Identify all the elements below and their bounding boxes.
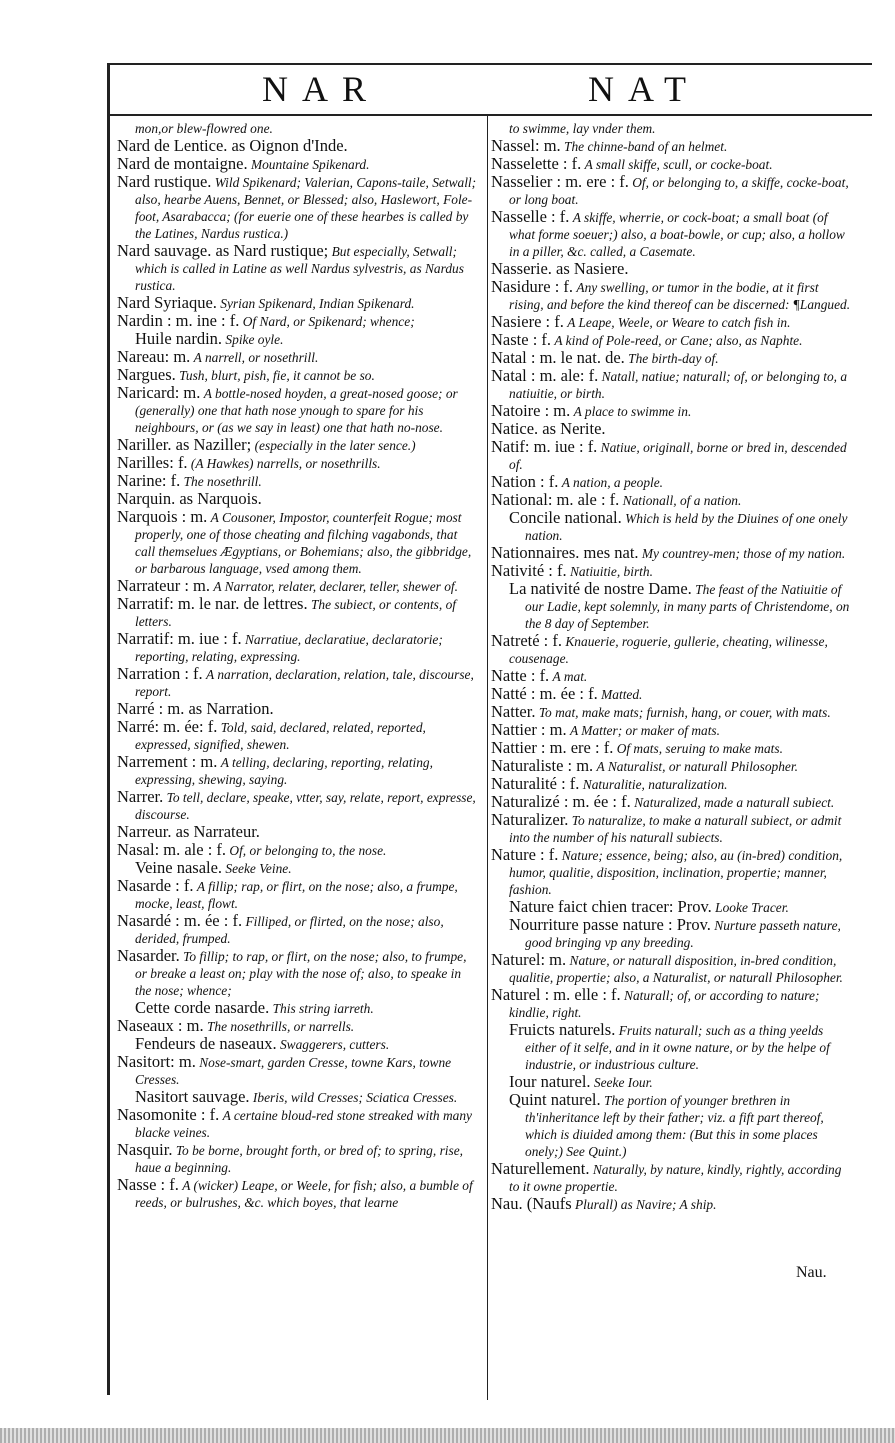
entry-headword: Nasitort sauvage.	[135, 1087, 250, 1106]
entry-headword: Nard rustique.	[117, 172, 212, 191]
right-column	[491, 120, 853, 1213]
dictionary-entry	[117, 120, 479, 137]
dictionary-entry	[117, 155, 479, 173]
dictionary-entry	[491, 739, 853, 757]
entry-definition: Of mats, seruing to make mats.	[616, 741, 783, 756]
entry-headword: Narrer.	[117, 787, 164, 806]
entry-headword: National: m. ale : f.	[491, 490, 620, 509]
entry-headword: Nasquir.	[117, 1140, 173, 1159]
entry-headword: Naturalizer.	[491, 810, 569, 829]
entry-headword: Nard de montaigne.	[117, 154, 248, 173]
entry-definition: Nationall, of a nation.	[622, 493, 742, 508]
entry-headword: Nasselier : m. ere : f.	[491, 172, 629, 191]
dictionary-entry	[491, 685, 853, 703]
entry-definition: Of Nard, or Spikenard; whence;	[242, 314, 415, 329]
entry-definition: A (wicker) Leape, or Weele, for fish; also, a bumble of reeds, or bulrushes, &c. which boyes, that learne	[135, 1178, 473, 1210]
entry-headword: Naturaliste : m.	[491, 756, 594, 775]
entry-definition: Knauerie, roguerie, gullerie, cheating, wilinesse, cousenage.	[509, 634, 828, 666]
entry-definition: Seeke Iour.	[593, 1075, 653, 1090]
entry-definition: A Leape, Weele, or Weare to catch fish in.	[567, 315, 791, 330]
entry-headword: Nariller. as Naziller;	[117, 435, 252, 454]
entry-definition: Nurture passeth nature, good bringing vp any breeding.	[525, 918, 841, 950]
dictionary-entry	[117, 630, 479, 665]
entry-headword: Nasselette : f.	[491, 154, 582, 173]
dictionary-entry	[117, 348, 479, 366]
dictionary-entry	[117, 366, 479, 384]
dictionary-entry	[491, 173, 853, 208]
entry-headword: Naturalizé : m. ée : f.	[491, 792, 631, 811]
entry-definition: Natiue, originall, borne or bred in, descended of.	[509, 440, 847, 472]
entry-definition: Naturalitie, naturalization.	[582, 777, 728, 792]
entry-definition: to swimme, lay vnder them.	[509, 121, 656, 136]
entry-headword: Narration : f.	[117, 664, 203, 683]
entry-headword: Naste : f.	[491, 330, 552, 349]
entry-headword: Nasse : f.	[117, 1175, 179, 1194]
entry-headword: Nationnaires. mes nat.	[491, 543, 639, 562]
entry-headword: Nasiere : f.	[491, 312, 564, 331]
dictionary-entry	[491, 278, 853, 313]
dictionary-entry	[117, 1141, 479, 1176]
entry-definition: A nation, a people.	[561, 475, 664, 490]
dictionary-entry	[491, 1091, 853, 1160]
dictionary-entry	[491, 208, 853, 260]
entry-definition: (A Hawkes) narrells, or nosethrills.	[190, 456, 381, 471]
dictionary-entry	[491, 898, 853, 916]
entry-headword: Nasidure : f.	[491, 277, 574, 296]
entry-headword: Narine: f.	[117, 471, 181, 490]
dictionary-entry	[491, 986, 853, 1021]
dictionary-entry	[491, 544, 853, 562]
entry-headword: Nasal: m. ale : f.	[117, 840, 227, 859]
dictionary-entry	[491, 509, 853, 544]
entry-definition: Syrian Spikenard, Indian Spikenard.	[220, 296, 415, 311]
entry-headword: Nature : f.	[491, 845, 559, 864]
dictionary-entry	[491, 1073, 853, 1091]
entry-headword: Veine nasale.	[135, 858, 223, 877]
dictionary-entry	[491, 562, 853, 580]
dictionary-entry	[491, 491, 853, 509]
entry-headword: Nature faict chien tracer: Prov.	[509, 897, 712, 916]
dictionary-entry	[117, 700, 479, 718]
header-rule	[107, 114, 872, 116]
entry-headword: Nasarder.	[117, 946, 180, 965]
entry-definition: A kind of Pole-reed, or Cane; also, as Naphte.	[554, 333, 803, 348]
entry-headword: Naturel : m. elle : f.	[491, 985, 621, 1004]
entry-definition: Fruits naturall; such as a thing yeelds either of it selfe, and in it owne nature, or by the helpe of industrie, or industrious culture.	[525, 1023, 830, 1072]
entry-headword: Huile nardin.	[135, 329, 223, 348]
entry-headword: Nareau: m.	[117, 347, 191, 366]
dictionary-entry	[117, 472, 479, 490]
dictionary-entry	[491, 775, 853, 793]
dictionary-entry	[117, 1106, 479, 1141]
dictionary-entry	[491, 1195, 853, 1213]
entry-headword: Nattier : m. ere : f.	[491, 738, 614, 757]
entry-definition: Wild Spikenard; Valerian, Capons-taile, Setwall; also, hearbe Auens, Bennet, or Blessed; also, Haslewort, Fole-foot, Asarabacca; (for euerie one of these hearbes is called by the Latines, Nardus rustica.)	[135, 175, 477, 241]
entry-definition: But especially, Setwall; which is called in Latine as well Nardus sylvestris, as Nardus rustica.	[135, 244, 464, 293]
dictionary-entry	[117, 859, 479, 877]
entry-definition: Iberis, wild Cresses; Sciatica Cresses.	[252, 1090, 458, 1105]
dictionary-entry	[491, 703, 853, 721]
entry-headword: Nourriture passe nature : Prov.	[509, 915, 711, 934]
entry-headword: La nativité de nostre Dame.	[509, 579, 692, 598]
dictionary-entry	[117, 947, 479, 999]
dictionary-entry	[117, 294, 479, 312]
entry-definition: A certaine bloud-red stone streaked with many blacke veines.	[135, 1108, 472, 1140]
dictionary-entry	[117, 577, 479, 595]
dictionary-entry	[117, 912, 479, 947]
dictionary-entry	[117, 823, 479, 841]
entry-headword: Natoire : m.	[491, 401, 571, 420]
scan-edge	[0, 1428, 895, 1443]
entry-definition: Nature; essence, being; also, au (in-bred) condition, humor, qualitie, disposition, inclination, propertie; manner, fashion.	[509, 848, 843, 897]
entry-definition: Naturalized, made a naturall subiect.	[634, 795, 835, 810]
entry-headword: Quint naturel.	[509, 1090, 601, 1109]
entry-definition: Of, or belonging to, a skiffe, cocke-boat, or long boat.	[509, 175, 849, 207]
entry-headword: Natte : f.	[491, 666, 550, 685]
entry-headword: Narilles: f.	[117, 453, 188, 472]
dictionary-entry	[117, 1017, 479, 1035]
entry-definition: The birth-day of.	[628, 351, 719, 366]
dictionary-entry	[117, 1088, 479, 1106]
entry-definition: Natiuitie, birth.	[569, 564, 653, 579]
entry-headword: Concile national.	[509, 508, 622, 527]
entry-headword: Naturel: m.	[491, 950, 567, 969]
entry-definition: Naturall; of, or according to nature; kindlie, right.	[509, 988, 820, 1020]
entry-headword: Iour naturel.	[509, 1072, 591, 1091]
dictionary-entry	[491, 137, 853, 155]
entry-headword: Nargues.	[117, 365, 176, 384]
entry-definition: A Cousoner, Impostor, counterfeit Rogue; most properly, one of those cheating and filching vagabonds, that call themselues Ægyptians, or Bohemians; also, the gibbridge, or barbarous language, vsed among them.	[135, 510, 472, 576]
entry-headword: Nasardé : m. ée : f.	[117, 911, 243, 930]
entry-headword: Natal : m. le nat. de.	[491, 348, 625, 367]
entry-headword: Narrement : m.	[117, 752, 218, 771]
dictionary-entry	[491, 916, 853, 951]
dictionary-entry	[117, 436, 479, 454]
entry-definition: This string iarreth.	[272, 1001, 374, 1016]
entry-headword: Naseaux : m.	[117, 1016, 204, 1035]
entry-definition: Matted.	[601, 687, 643, 702]
entry-definition: To be borne, brought forth, or bred of; to spring, rise, haue a beginning.	[135, 1143, 463, 1175]
entry-headword: Natté : m. ée : f.	[491, 684, 598, 703]
left-column	[117, 120, 479, 1211]
entry-headword: Nasomonite : f.	[117, 1105, 220, 1124]
entry-definition: A narration, declaration, relation, tale, discourse, report.	[135, 667, 474, 699]
entry-definition: The subiect, or contents, of letters.	[135, 597, 457, 629]
dictionary-entry	[117, 137, 479, 155]
dictionary-entry	[491, 793, 853, 811]
dictionary-entry	[117, 595, 479, 630]
catchword: Nau.	[796, 1264, 827, 1281]
entry-headword: Natal : m. ale: f.	[491, 366, 599, 385]
dictionary-entry	[117, 718, 479, 753]
dictionary-entry	[491, 438, 853, 473]
entry-headword: Nasselle : f.	[491, 207, 570, 226]
entry-definition: The nosethrill.	[183, 474, 262, 489]
entry-definition: Swaggerers, cutters.	[279, 1037, 390, 1052]
entry-definition: My countrey-men; those of my nation.	[641, 546, 846, 561]
entry-definition: Naturally, by nature, kindly, rightly, according to it owne propertie.	[509, 1162, 842, 1194]
entry-definition: Nature, or naturall disposition, in-bred condition, qualitie, propertie; also, a Naturalist, or naturall Philosopher.	[509, 953, 843, 985]
entry-definition: The chinne-band of an helmet.	[564, 139, 728, 154]
entry-headword: Nativité : f.	[491, 561, 567, 580]
entry-headword: Narquin. as Narquois.	[117, 489, 262, 508]
entry-headword: Naricard: m.	[117, 383, 201, 402]
dictionary-entry	[117, 753, 479, 788]
dictionary-entry	[491, 632, 853, 667]
dictionary-entry	[117, 242, 479, 294]
entry-definition: The portion of younger brethren in th'inheritance left by their father; viz. a fift part thereof, which is diuided among them: (But this in some places onely;) See Quint.)	[525, 1093, 824, 1159]
entry-definition: A skiffe, wherrie, or cock-boat; a small boat (of what forme soeuer;) also, a boat-bowle, or cup; also, a hollow in a piller, &c. called, a Casemate.	[509, 210, 845, 259]
entry-definition: To fillip; to rap, or flirt, on the nose; also, to frumpe, or breake a least on; play with the nose of; also, to speake in the nose; whence;	[135, 949, 467, 998]
entry-headword: Narrateur : m.	[117, 576, 210, 595]
dictionary-entry	[117, 173, 479, 242]
dictionary-entry	[491, 349, 853, 367]
dictionary-entry	[491, 420, 853, 438]
dictionary-entry	[117, 312, 479, 330]
entry-definition: mon,or blew-flowred one.	[135, 121, 273, 136]
dictionary-entry	[117, 1176, 479, 1211]
column-divider	[487, 114, 488, 1400]
entry-headword: Natice. as Nerite.	[491, 419, 606, 438]
dictionary-entry	[491, 120, 853, 137]
entry-definition: Looke Tracer.	[715, 900, 789, 915]
dictionary-entry	[491, 951, 853, 986]
entry-definition: To mat, make mats; furnish, hang, or couer, with mats.	[538, 705, 831, 720]
entry-headword: Natter.	[491, 702, 536, 721]
dictionary-entry	[491, 757, 853, 775]
dictionary-entry	[491, 331, 853, 349]
dictionary-entry	[117, 877, 479, 912]
dictionary-entry	[117, 841, 479, 859]
entry-headword: Narreur. as Narrateur.	[117, 822, 260, 841]
entry-definition: (especially in the later sence.)	[254, 438, 416, 453]
entry-definition: Seeke Veine.	[225, 861, 292, 876]
entry-definition: A place to swimme in.	[573, 404, 692, 419]
dictionary-entry	[491, 811, 853, 846]
entry-headword: Nau. (Naufs	[491, 1194, 572, 1213]
entry-headword: Naturalité : f.	[491, 774, 580, 793]
entry-headword: Naturellement.	[491, 1159, 590, 1178]
dictionary-entry	[491, 155, 853, 173]
entry-definition: Nose-smart, garden Cresse, towne Kars, towne Cresses.	[135, 1055, 452, 1087]
dictionary-entry	[491, 580, 853, 632]
dictionary-entry	[117, 454, 479, 472]
entry-definition: The nosethrills, or narrells.	[206, 1019, 355, 1034]
dictionary-entry	[491, 667, 853, 685]
entry-headword: Nard Syriaque.	[117, 293, 217, 312]
dictionary-entry	[491, 473, 853, 491]
dictionary-entry	[117, 490, 479, 508]
entry-definition: Tush, blurt, pish, fie, it cannot be so.	[179, 368, 375, 383]
entry-definition: Any swelling, or tumor in the bodie, at it first rising, and before the kind thereof can be discerned: ¶Langued.	[509, 280, 851, 312]
dictionary-entry	[491, 260, 853, 278]
entry-headword: Natreté : f.	[491, 631, 563, 650]
entry-headword: Nation : f.	[491, 472, 559, 491]
dictionary-entry	[117, 384, 479, 436]
entry-definition: A mat.	[552, 669, 588, 684]
entry-definition: A Naturalist, or naturall Philosopher.	[596, 759, 798, 774]
entry-definition: Spike oyle.	[225, 332, 284, 347]
entry-headword: Nasitort: m.	[117, 1052, 196, 1071]
dictionary-entry	[491, 1021, 853, 1073]
entry-definition: Narratiue, declaratiue, declaratorie; reporting, relating, expressing.	[135, 632, 443, 664]
dictionary-entry	[117, 330, 479, 348]
entry-definition: A telling, declaring, reporting, relating, expressing, shewing, saying.	[135, 755, 433, 787]
dictionary-entry	[491, 313, 853, 331]
entry-headword: Natif: m. iue : f.	[491, 437, 598, 456]
dictionary-entry	[491, 846, 853, 898]
entry-headword: Narré : m. as Narration.	[117, 699, 274, 718]
entry-headword: Narratif: m. iue : f.	[117, 629, 242, 648]
entry-headword: Narquois : m.	[117, 507, 208, 526]
entry-definition: A Matter; or maker of mats.	[569, 723, 720, 738]
entry-definition: A narrell, or nosethrill.	[193, 350, 319, 365]
entry-definition: A fillip; rap, or flirt, on the nose; also, a frumpe, mocke, least, flowt.	[135, 879, 458, 911]
entry-headword: Nasarde : f.	[117, 876, 194, 895]
entry-definition: Mountaine Spikenard.	[250, 157, 370, 172]
entry-definition: A small skiffe, scull, or cocke-boat.	[584, 157, 773, 172]
entry-headword: Fruicts naturels.	[509, 1020, 616, 1039]
entry-headword: Cette corde nasarde.	[135, 998, 270, 1017]
dictionary-entry	[117, 788, 479, 823]
dictionary-entry	[491, 402, 853, 420]
dictionary-entry	[117, 665, 479, 700]
running-head-right: NAT	[588, 69, 700, 109]
entry-headword: Fendeurs de naseaux.	[135, 1034, 277, 1053]
entry-headword: Nasserie. as Nasiere.	[491, 259, 629, 278]
dictionary-entry	[491, 721, 853, 739]
entry-headword: Nard sauvage. as Nard rustique;	[117, 241, 329, 260]
entry-definition: Plurall) as Navire; A ship.	[575, 1197, 717, 1212]
running-head-left: NAR	[262, 69, 381, 109]
dictionary-entry	[117, 1053, 479, 1088]
entry-headword: Nassel: m.	[491, 136, 561, 155]
entry-definition: Which is held by the Diuines of one onely nation.	[525, 511, 848, 543]
entry-definition: A Narrator, relater, declarer, teller, shewer of.	[213, 579, 458, 594]
entry-definition: Natall, natiue; naturall; of, or belonging to, a natiuitie, or birth.	[509, 369, 848, 401]
entry-headword: Narré: m. ée: f.	[117, 717, 218, 736]
entry-headword: Nard de Lentice. as Oignon d'Inde.	[117, 136, 348, 155]
dictionary-entry	[117, 508, 479, 577]
entry-headword: Nattier : m.	[491, 720, 567, 739]
entry-definition: Told, said, declared, related, reported, expressed, signified, shewen.	[135, 720, 426, 752]
dictionary-entry	[491, 1160, 853, 1195]
entry-definition: Of, or belonging to, the nose.	[229, 843, 387, 858]
entry-headword: Nardin : m. ine : f.	[117, 311, 240, 330]
entry-definition: A bottle-nosed hoyden, a great-nosed goose; or (generally) one that hath nose ynough to spare for his neighbours, or (as we say in least) one that hath no-nose.	[135, 386, 458, 435]
dictionary-entry	[491, 367, 853, 402]
entry-definition: The feast of the Natiuitie of our Ladie, kept solemnly, in many parts of Christendome, on the 8 day of September.	[525, 582, 850, 631]
dictionary-entry	[117, 999, 479, 1017]
entry-definition: To naturalize, to make a naturall subiect, or admit into the number of his naturall subiects.	[509, 813, 842, 845]
entry-definition: To tell, declare, speake, vtter, say, relate, report, expresse, discourse.	[135, 790, 476, 822]
entry-headword: Narratif: m. le nar. de lettres.	[117, 594, 308, 613]
entry-definition: Filliped, or flirted, on the nose; also, derided, frumped.	[135, 914, 444, 946]
dictionary-entry	[117, 1035, 479, 1053]
